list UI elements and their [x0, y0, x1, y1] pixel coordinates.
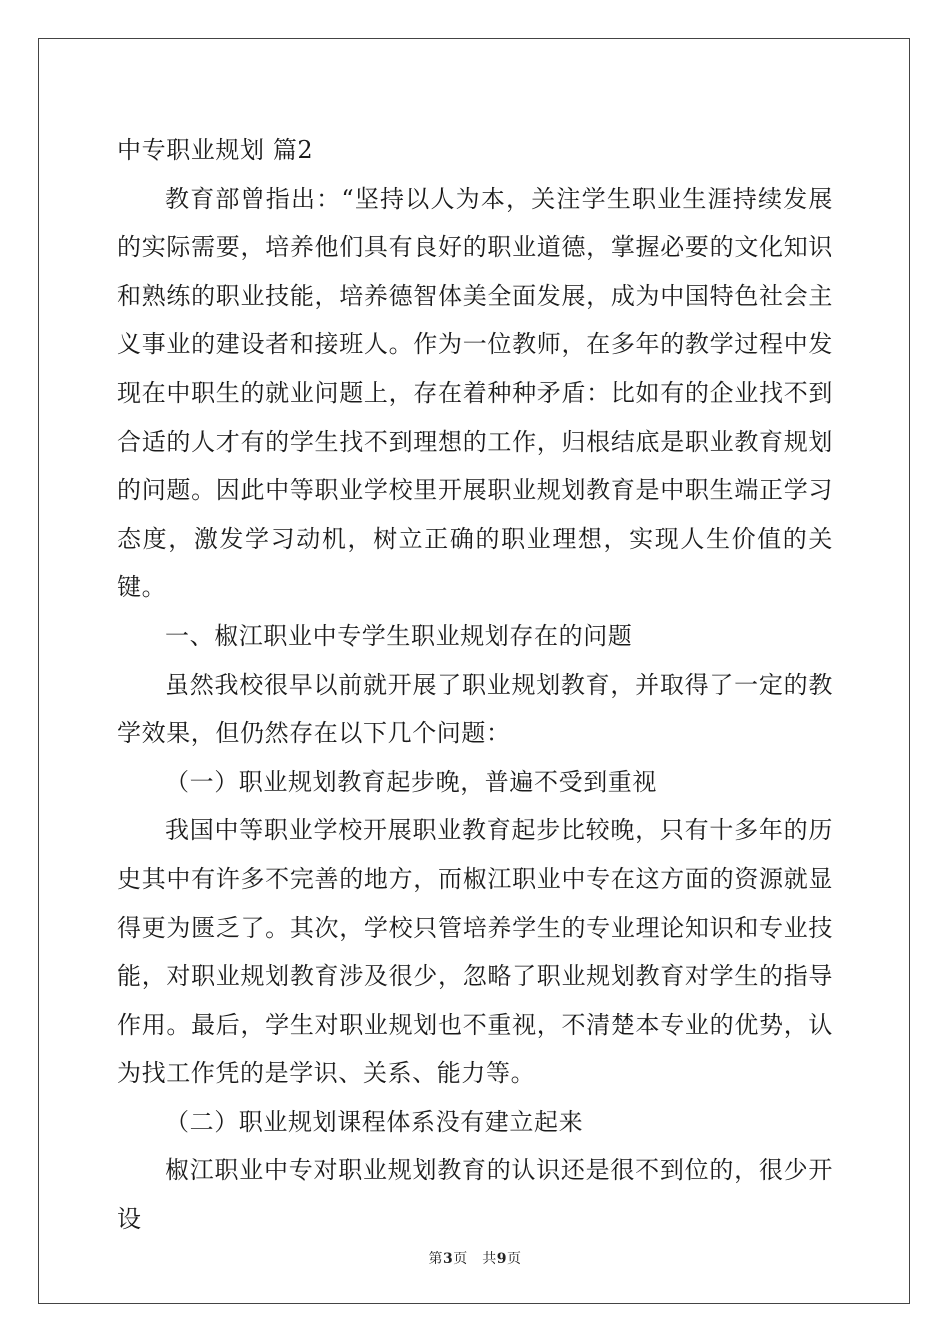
paragraph-late-start: 我国中等职业学校开展职业教育起步比较晚，只有十多年的历史其中有许多不完善的地方，而椒江职业中专在这方面的资源就显得更为匮乏了。其次，学校只管培养学生的专业理论知识和专业技能，对职业规划教育涉及很少，忽略了职业规划教育对学生的指导作用。最后，学生对职业规划也不重视，不清楚本专业的优势，认为找工作凭的是学识、关系、能力等。 — [117, 816, 833, 1088]
page-number-total: 9 — [496, 1251, 507, 1267]
subheading-curriculum: （二）职业规划课程体系没有建立起来 — [165, 1107, 584, 1136]
subheading-late-start: （一）职业规划教育起步晚，普遍不受到重视 — [165, 767, 657, 796]
section-title: 中专职业规划 篇2 — [117, 136, 314, 164]
footer-suffix: 页 — [507, 1251, 522, 1267]
paragraph-problems-intro: 虽然我校很早以前就开展了职业规划教育，并取得了一定的教学效果，但仍然存在以下几个问题： — [117, 670, 833, 748]
footer-prefix: 第 — [428, 1251, 443, 1267]
document-body — [117, 126, 833, 1244]
paragraph-curriculum: 椒江职业中专对职业规划教育的认识还是很不到位的，很少开设 — [117, 1156, 833, 1234]
page-number-current: 3 — [443, 1251, 454, 1267]
footer-mid: 页 共 — [453, 1251, 497, 1267]
page-footer — [0, 1248, 950, 1268]
paragraph-intro: 教育部曾指出：“坚持以人为本，关注学生职业生涯持续发展的实际需要，培养他们具有良好的职业道德，掌握必要的文化知识和熟练的职业技能，培养德智体美全面发展，成为中国特色社会主义事业的建设者和接班人。作为一位教师，在多年的教学过程中发现在中职生的就业问题上，存在着种种矛盾：比如有的企业找不到合适的人才有的学生找不到理想的工作，归根结底是职业教育规划的问题。因此中等职业学校里开展职业规划教育是中职生端正学习态度，激发学习动机，树立正确的职业理想，实现人生价值的关键。 — [117, 184, 833, 602]
heading-problems: 一、椒江职业中专学生职业规划存在的问题 — [165, 621, 633, 650]
